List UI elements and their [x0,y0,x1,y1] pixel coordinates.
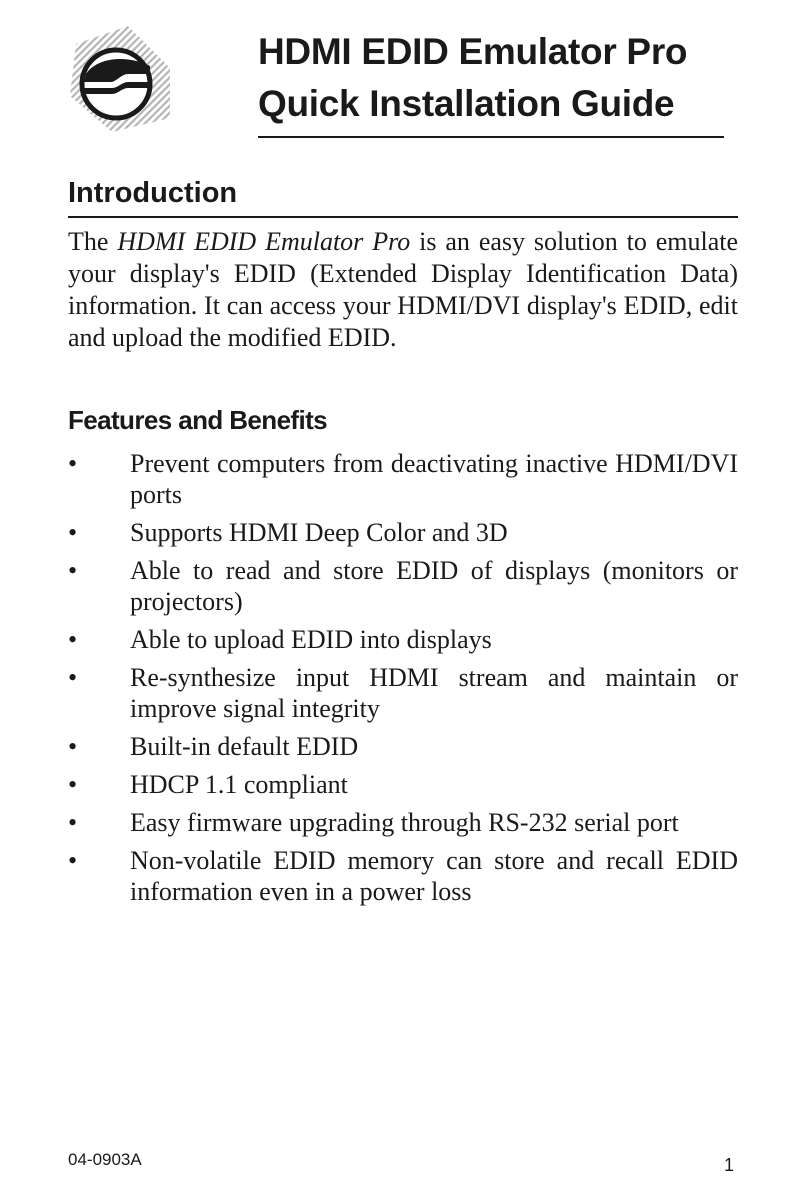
document-code: 04-0903A [68,1150,142,1169]
feature-item [68,662,738,724]
feature-text: HDCP 1.1 compliant [130,770,348,799]
feature-text: Prevent computers from deactivating inactive HDMI/DVI ports [130,449,738,509]
title-line-1: HDMI EDID Emulator Pro [258,31,688,72]
bullet: • [68,770,78,799]
bullet: • [68,732,78,761]
bullet: • [68,556,78,585]
feature-text: Built-in default EDID [130,732,359,761]
feature-text: Non-volatile EDID memory can store and recall EDID information even in a power loss [130,846,738,906]
feature-text: Easy firmware upgrading through RS-232 serial port [130,808,679,837]
bullet: • [68,449,78,478]
feature-text: Able to read and store EDID of displays (monitors or projectors) [130,556,738,616]
intro-text-prefix: The [68,227,118,256]
siig-logo-icon [66,24,172,134]
feature-item [68,769,738,800]
bullet: • [68,518,78,547]
feature-item [68,448,738,510]
feature-item [68,517,738,548]
title-line-2: Quick Installation Guide [258,83,675,124]
feature-item [68,845,738,907]
feature-item [68,731,738,762]
features-list [68,448,738,914]
feature-item [68,555,738,617]
product-name: HDMI EDID Emulator Pro [117,227,411,256]
document-title [258,26,724,138]
introduction-paragraph [68,226,738,354]
features-heading: Features and Benefits [68,405,328,435]
introduction-heading: Introduction [68,174,738,218]
page-number: 1 [724,1155,735,1175]
bullet: • [68,808,78,837]
feature-text: Re-synthesize input HDMI stream and maintain or improve signal integrity [130,663,738,723]
bullet: • [68,663,78,692]
intro-text-rest: is an easy solution to emulate your display's EDID (Extended Display Identification Data) information. It can access your HDMI/DVI display's EDID, edit and upload the modified EDID. [68,227,739,352]
feature-text: Able to upload EDID into displays [130,625,492,654]
feature-item [68,624,738,655]
feature-item [68,807,738,838]
feature-text: Supports HDMI Deep Color and 3D [130,518,508,547]
bullet: • [68,846,78,875]
bullet: • [68,625,78,654]
